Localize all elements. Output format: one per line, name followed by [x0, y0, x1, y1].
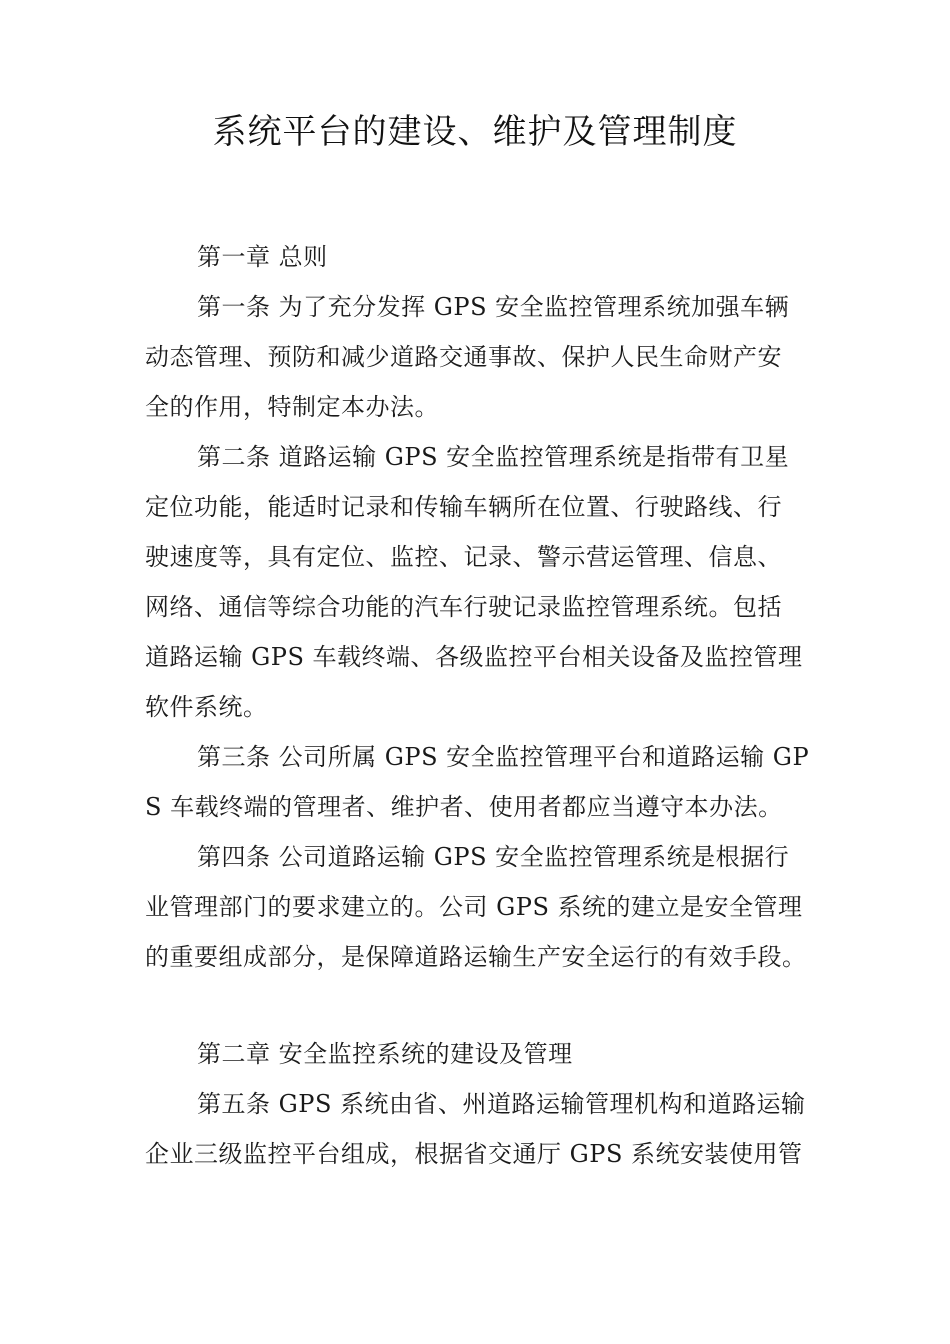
paragraph-line: 第四条 公司道路运输 GPS 安全监控管理系统是根据行 — [197, 843, 790, 871]
document-title: 系统平台的建设、维护及管理制度 — [212, 112, 738, 152]
paragraph-line: S 车载终端的管理者、维护者、使用者都应当遵守本办法。 — [145, 793, 783, 821]
paragraph-line: 驶速度等，具有定位、监控、记录、警示营运管理、信息、 — [145, 543, 782, 571]
paragraph-line: 全的作用，特制定本办法。 — [145, 393, 439, 421]
chapter-heading-2: 第二章 安全监控系统的建设及管理 — [197, 1040, 573, 1068]
paragraph-line: 定位功能，能适时记录和传输车辆所在位置、行驶路线、行 — [145, 493, 782, 521]
paragraph-line: 企业三级监控平台组成，根据省交通厅 GPS 系统安装使用管 — [145, 1140, 803, 1168]
paragraph-line: 网络、通信等综合功能的汽车行驶记录监控管理系统。包括 — [145, 593, 782, 621]
paragraph-line: 第一条 为了充分发挥 GPS 安全监控管理系统加强车辆 — [197, 293, 790, 321]
chapter-heading-1: 第一章 总则 — [197, 243, 328, 271]
paragraph-line: 第二条 道路运输 GPS 安全监控管理系统是指带有卫星 — [197, 443, 790, 471]
paragraph-line: 第三条 公司所属 GPS 安全监控管理平台和道路运输 GP — [197, 743, 810, 771]
paragraph-line: 的重要组成部分，是保障道路运输生产安全运行的有效手段。 — [145, 943, 807, 971]
paragraph-line: 第五条 GPS 系统由省、州道路运输管理机构和道路运输 — [197, 1090, 806, 1118]
paragraph-line: 动态管理、预防和减少道路交通事故、保护人民生命财产安 — [145, 343, 782, 371]
paragraph-line: 道路运输 GPS 车载终端、各级监控平台相关设备及监控管理 — [145, 643, 803, 671]
paragraph-line: 业管理部门的要求建立的。公司 GPS 系统的建立是安全管理 — [145, 893, 803, 921]
paragraph-line: 软件系统。 — [145, 693, 268, 721]
